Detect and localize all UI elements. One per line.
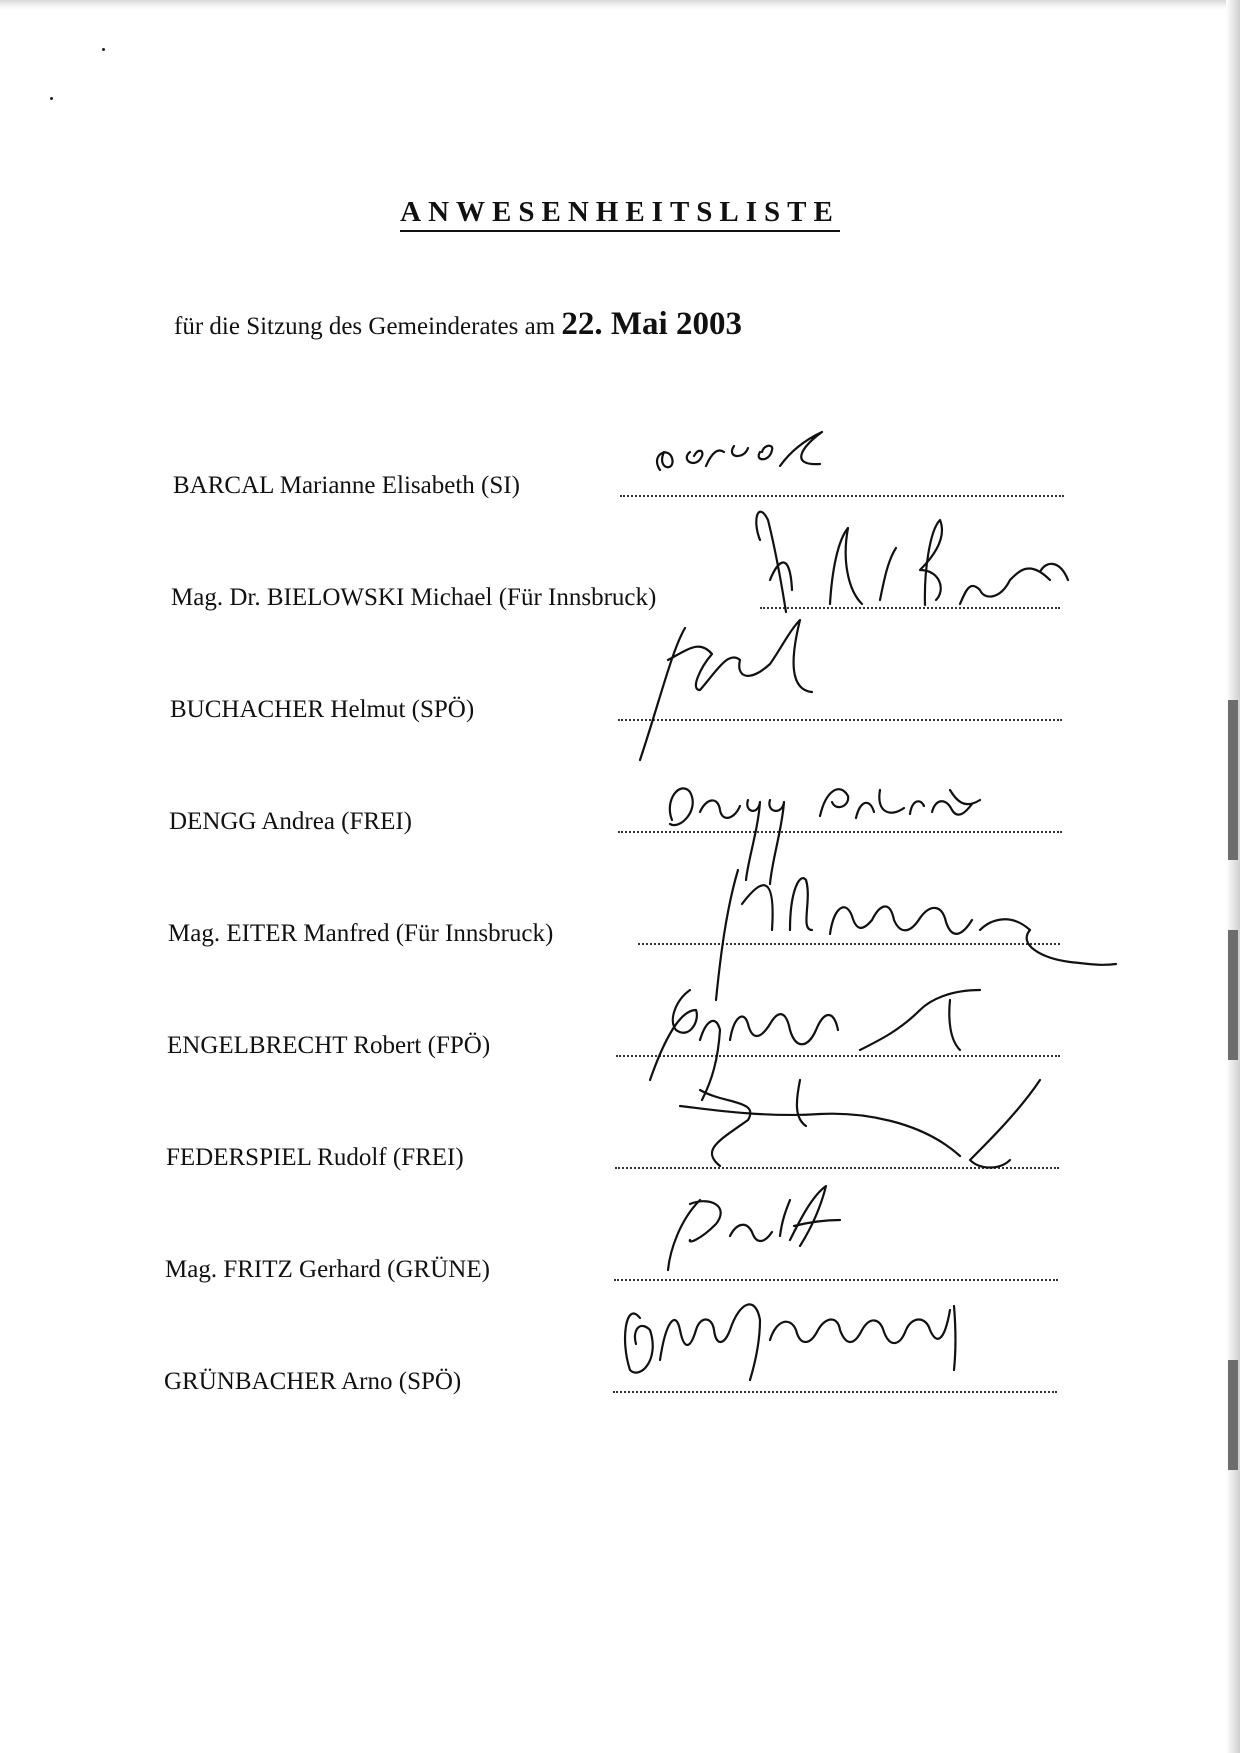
engelbrecht-signature <box>650 990 980 1100</box>
attendee-name: Mag. FRITZ Gerhard (GRÜNE) <box>165 1256 490 1283</box>
attendee-name: BARCAL Marianne Elisabeth (SI) <box>173 472 520 499</box>
dengg-signature <box>670 788 980 884</box>
bielowski-signature <box>756 512 1068 612</box>
fritz-signature <box>668 1186 840 1270</box>
attendee-name: FEDERSPIEL Rudolf (FREI) <box>166 1144 464 1171</box>
session-date: 22. Mai 2003 <box>561 306 742 342</box>
gruenbacher-signature <box>625 1304 955 1380</box>
attendee-name: Mag. EITER Manfred (Für Innsbruck) <box>168 920 554 947</box>
barcal-signature <box>657 432 822 470</box>
federspiel-signature <box>680 1080 1040 1168</box>
attendee-name: BUCHACHER Helmut (SPÖ) <box>170 696 475 723</box>
document-title: ANWESENHEITSLISTE <box>0 198 1240 227</box>
attendee-name: GRÜNBACHER Arno (SPÖ) <box>164 1368 462 1395</box>
attendee-name: DENGG Andrea (FREI) <box>169 808 413 835</box>
attendee-name: Mag. Dr. BIELOWSKI Michael (Für Innsbruck) <box>171 584 657 611</box>
eiter-signature <box>716 870 1116 1000</box>
subtitle-text: für die Sitzung des Gemeinderates am <box>174 313 556 340</box>
attendee-name: ENGELBRECHT Robert (FPÖ) <box>167 1032 491 1059</box>
buchacher-signature <box>640 620 812 760</box>
